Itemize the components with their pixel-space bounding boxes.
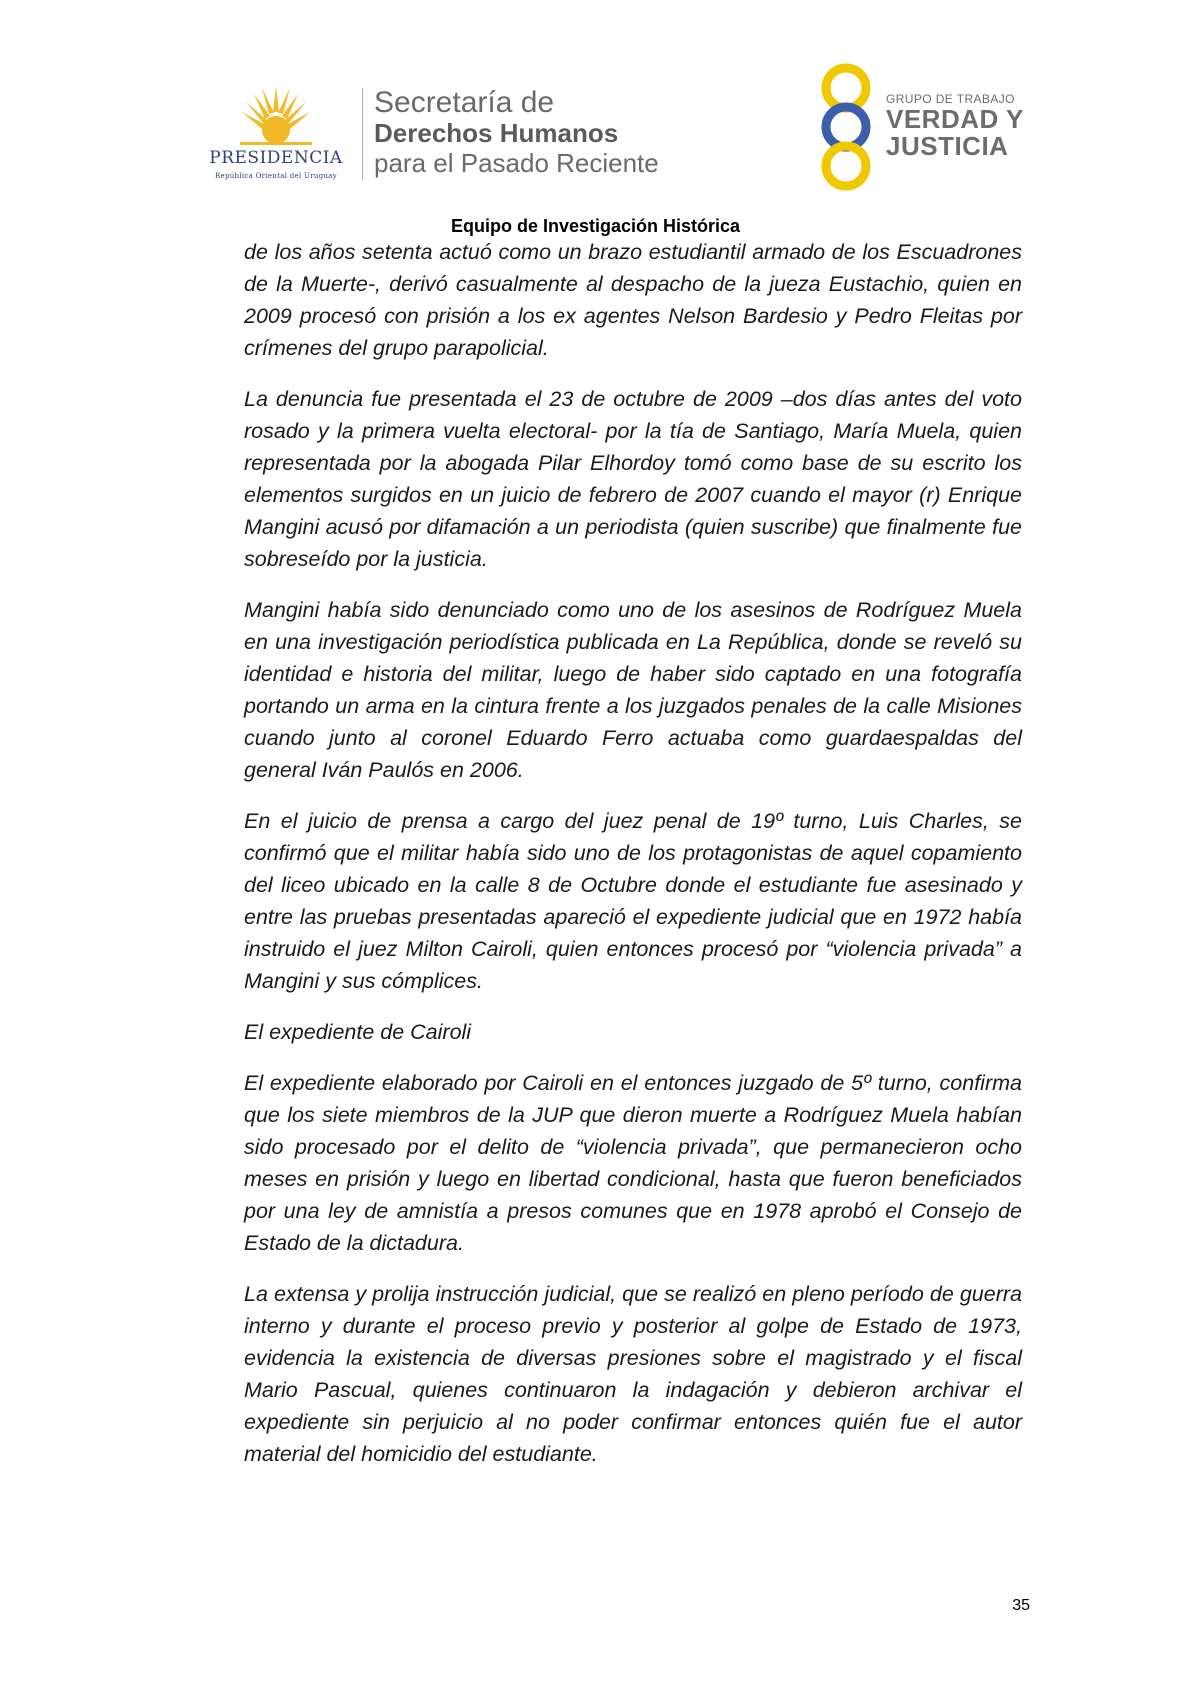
paragraph: En el juicio de prensa a cargo del juez penal de 19º turno, Luis Charles, se confirmó que el militar había sido uno de los protagonistas de aquel copamiento del liceo ubicado en la calle 8 de Octubre donde el estudiante fue asesinado y entre las pruebas presentadas apareció el expediente judicial que en 1972 había instruido el juez Milton Cairoli, quien entonces procesó por “violencia privada” a Mangini y sus cómplices. [244,809,1022,993]
paragraph: La extensa y prolija instrucción judicial, que se realizó en pleno período de guerra interno y durante el proceso previo y posterior al golpe de Estado de 1973, evidencia la existencia de diversas presiones sobre el magistrado y el fiscal Mario Pascual, quienes continuaron la indagación y debieron archivar el expediente sin perjuicio al no poder confirmar entonces quién fue el autor material del homicidio del estudiante. [244,1282,1022,1466]
rings-icon [810,62,882,192]
paragraph: Mangini había sido denunciado como uno de los asesinos de Rodríguez Muela en una investigación periodística publicada en La República, donde se reveló su identidad e historia del militar, luego de haber sido captado en una fotografía portando un arma en la cintura frente a los juzgados penales de la calle Misiones cuando junto al coronel Eduardo Ferro actuaba como guardaespaldas del general Iván Paulós en 2006. [244,598,1022,782]
grupo-trabajo-small: GRUPO DE TRABAJO [886,92,1015,106]
page-number: 35 [1012,1597,1030,1614]
presidencia-logo [196,82,356,182]
verdad-y-label: VERDAD Y [886,104,1024,134]
justicia-label: JUSTICIA [886,131,1009,161]
page-header [0,0,1191,236]
secretaria-line-1: Secretaría de [374,86,555,119]
paragraph: de los años setenta actuó como un brazo estudiantil armado de los Escuadrones de la Muerte-, derivó casualmente al despacho de la jueza Eustachio, quien en 2009 procesó con prisión a los ex agentes Nelson Bardesio y Pedro Fleitas por crímenes del grupo parapolicial. [244,240,1022,360]
section-subheading: El expediente de Cairoli [244,1020,472,1044]
sun-icon [240,82,312,154]
team-title: Equipo de Investigación Histórica [450,216,741,236]
document-body [244,236,1022,1489]
presidencia-subtitle: República Oriental del Uruguay [214,172,338,180]
header-divider [362,88,363,180]
grupo-trabajo-text [886,92,1024,160]
grupo-trabajo-logo [810,62,1030,192]
secretaria-logo-text [374,88,659,178]
paragraph: El expediente elaborado por Cairoli en el entonces juzgado de 5º turno, confirma que los siete miembros de la JUP que dieron muerte a Rodríguez Muela habían sido procesado por el delito de “violencia privada”, que permanecieron ocho meses en prisión y luego en libertad condicional, hasta que fueron beneficiados por una ley de amnistía a presos comunes que en 1978 aprobó el Consejo de Estado de la dictadura. [244,1071,1022,1255]
presidencia-name: PRESIDENCIA [209,148,343,168]
secretaria-line-2: Derechos Humanos [374,118,619,148]
secretaria-line-3: para el Pasado Reciente [374,148,659,178]
paragraph: La denuncia fue presentada el 23 de octubre de 2009 –dos días antes del voto rosado y la primera vuelta electoral- por la tía de Santiago, María Muela, quien representada por la abogada Pilar Elhordoy tomó como base de su escrito los elementos surgidos en un juicio de febrero de 2007 cuando el mayor (r) Enrique Mangini acusó por difamación a un periodista (quien suscribe) que finalmente fue sobreseído por la justicia. [244,387,1022,571]
